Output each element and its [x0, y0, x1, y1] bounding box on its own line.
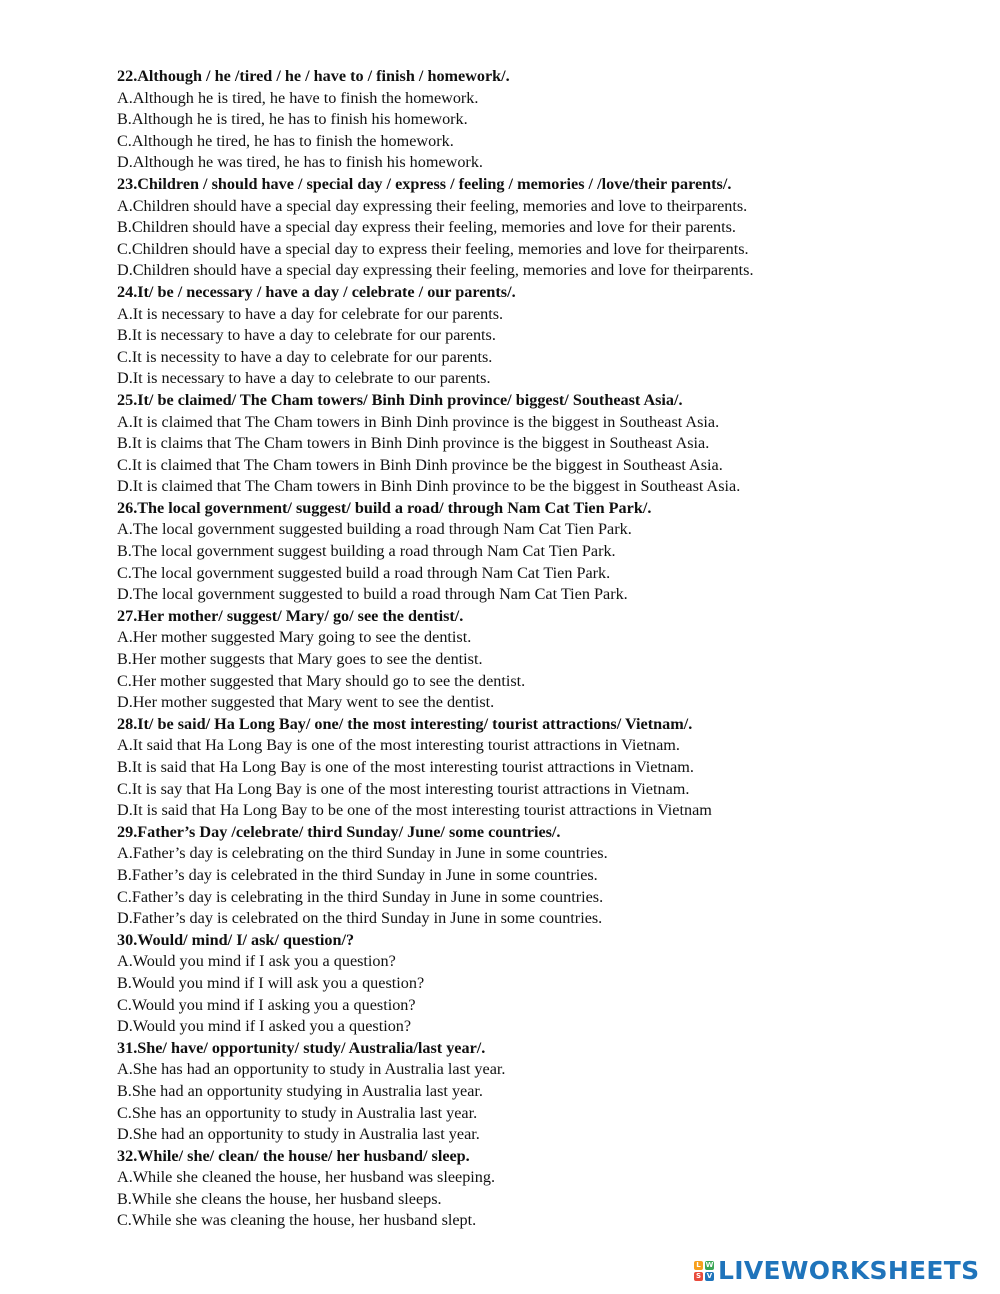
- answer-option: B.It is necessary to have a day to celebrate for our parents.: [117, 326, 496, 345]
- answer-option: A.Father’s day is celebrating on the third Sunday in June in some countries.: [117, 844, 608, 863]
- question-prompt: 26.The local government/ suggest/ build a road/ through Nam Cat Tien Park/.: [117, 498, 652, 517]
- question-block: [117, 930, 977, 1038]
- answer-option: D.Although he was tired, he has to finish his homework.: [117, 153, 483, 172]
- answer-option: C.The local government suggested build a road through Nam Cat Tien Park.: [117, 563, 611, 582]
- answer-option: C.Children should have a special day to express their feeling, memories and love for theirparents.: [117, 239, 749, 258]
- liveworksheets-logo-icon: [694, 1261, 714, 1281]
- answer-option: C.It is say that Ha Long Bay is one of the most interesting tourist attractions in Vietnam.: [117, 779, 690, 798]
- answer-option: C.It is necessity to have a day to celebrate for our parents.: [117, 347, 493, 366]
- question-prompt: 30.Would/ mind/ I/ ask/ question/?: [117, 930, 355, 949]
- answer-option: B.Her mother suggests that Mary goes to see the dentist.: [117, 650, 483, 669]
- answer-option: D.The local government suggested to build a road through Nam Cat Tien Park.: [117, 585, 628, 604]
- answer-option: C.While she was cleaning the house, her husband slept.: [117, 1211, 477, 1230]
- question-block: [117, 714, 977, 822]
- answer-option: C.It is claimed that The Cham towers in Binh Dinh province be the biggest in Southeast Asia.: [117, 455, 723, 474]
- question-block: [117, 282, 977, 390]
- answer-option: A.Her mother suggested Mary going to see the dentist.: [117, 628, 472, 647]
- question-block: [117, 606, 977, 714]
- question-block: [117, 822, 977, 930]
- answer-option: C.Her mother suggested that Mary should go to see the dentist.: [117, 671, 526, 690]
- brand-name: LIVEWORKSHEETS: [718, 1255, 980, 1285]
- question-block: [117, 390, 977, 498]
- answer-option: B.Would you mind if I will ask you a question?: [117, 973, 425, 992]
- answer-option: D.It is necessary to have a day to celebrate to our parents.: [117, 369, 491, 388]
- answer-option: A.While she cleaned the house, her husband was sleeping.: [117, 1168, 496, 1187]
- answer-option: D.It is said that Ha Long Bay to be one of the most interesting tourist attractions in Vietnam: [117, 801, 712, 820]
- answer-option: D.Father’s day is celebrated on the third Sunday in June in some countries.: [117, 909, 603, 928]
- answer-option: A.Would you mind if I ask you a question?: [117, 952, 396, 971]
- question-prompt: 31.She/ have/ opportunity/ study/ Australia/last year/.: [117, 1038, 486, 1057]
- answer-option: B.Although he is tired, he has to finish his homework.: [117, 110, 468, 129]
- answer-option: D.Children should have a special day expressing their feeling, memories and love for theirparents.: [117, 261, 754, 280]
- logo-tile: W: [705, 1261, 714, 1269]
- answer-option: A.Although he is tired, he have to finish the homework.: [117, 88, 479, 107]
- question-prompt: 28.It/ be said/ Ha Long Bay/ one/ the most interesting/ tourist attractions/ Vietnam/.: [117, 714, 693, 733]
- question-prompt: 22.Although / he /tired / he / have to / finish / homework/.: [117, 67, 510, 85]
- question-prompt: 24.It/ be / necessary / have a day / celebrate / our parents/.: [117, 282, 516, 301]
- answer-option: B.Father’s day is celebrated in the third Sunday in June in some countries.: [117, 865, 598, 884]
- answer-option: D.She had an opportunity to study in Australia last year.: [117, 1125, 480, 1144]
- answer-option: D.Would you mind if I asked you a question?: [117, 1017, 412, 1036]
- question-prompt: 25.It/ be claimed/ The Cham towers/ Binh Dinh province/ biggest/ Southeast Asia/.: [117, 390, 683, 409]
- question-prompt: 29.Father’s Day /celebrate/ third Sunday/ June/ some countries/.: [117, 822, 561, 841]
- answer-option: B.It is claims that The Cham towers in Binh Dinh province is the biggest in Southeast Asia.: [117, 434, 710, 453]
- worksheet-content: [117, 66, 977, 1232]
- question-prompt: 23.Children / should have / special day / express / feeling / memories / /love/their parents/.: [117, 174, 732, 193]
- answer-option: D.It is claimed that The Cham towers in Binh Dinh province to be the biggest in Southeast Asia.: [117, 477, 741, 496]
- answer-option: B.It is said that Ha Long Bay is one of the most interesting tourist attractions in Vietnam.: [117, 758, 694, 776]
- answer-option: A.It is necessary to have a day for celebrate for our parents.: [117, 304, 504, 323]
- question-block: [117, 66, 977, 174]
- answer-option: A.It said that Ha Long Bay is one of the most interesting tourist attractions in Vietnam.: [117, 736, 680, 755]
- answer-option: B.While she cleans the house, her husband sleeps.: [117, 1189, 442, 1208]
- answer-option: C.Although he tired, he has to finish the homework.: [117, 131, 454, 150]
- logo-tile: S: [695, 1272, 702, 1280]
- question-block: [117, 1146, 977, 1232]
- logo-tile: V: [706, 1272, 713, 1280]
- answer-option: C.Father’s day is celebrating in the third Sunday in June in some countries.: [117, 887, 604, 906]
- answer-option: C.She has an opportunity to study in Australia last year.: [117, 1103, 478, 1122]
- answer-option: A.Children should have a special day expressing their feeling, memories and love to theirparents.: [117, 196, 748, 215]
- liveworksheets-brand: [694, 1254, 979, 1286]
- question-prompt: 27.Her mother/ suggest/ Mary/ go/ see the dentist/.: [117, 606, 464, 625]
- answer-option: A.The local government suggested building a road through Nam Cat Tien Park.: [117, 520, 632, 539]
- question-prompt: 32.While/ she/ clean/ the house/ her husband/ sleep.: [117, 1146, 470, 1165]
- answer-option: A.She has had an opportunity to study in Australia last year.: [117, 1060, 506, 1079]
- question-block: [117, 174, 977, 282]
- answer-option: C.Would you mind if I asking you a question?: [117, 995, 416, 1014]
- question-block: [117, 1038, 977, 1146]
- answer-option: D.Her mother suggested that Mary went to see the dentist.: [117, 693, 495, 712]
- answer-option: B.She had an opportunity studying in Australia last year.: [117, 1081, 483, 1100]
- answer-option: B.Children should have a special day express their feeling, memories and love for their parents.: [117, 218, 736, 237]
- answer-option: B.The local government suggest building a road through Nam Cat Tien Park.: [117, 542, 616, 561]
- answer-option: A.It is claimed that The Cham towers in Binh Dinh province is the biggest in Southeast Asia.: [117, 412, 720, 431]
- question-block: [117, 498, 977, 606]
- logo-tile: L: [694, 1261, 703, 1270]
